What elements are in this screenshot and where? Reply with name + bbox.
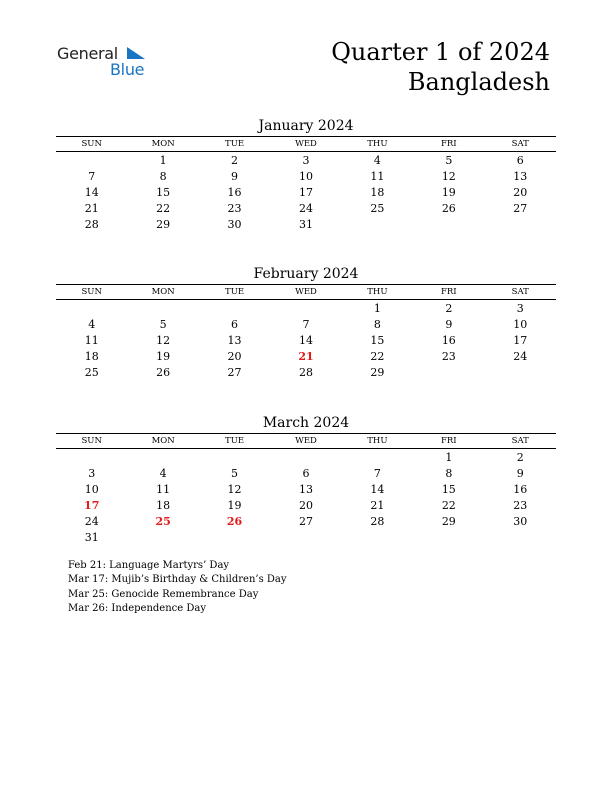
empty-day-cell (199, 300, 270, 317)
day-cell: 6 (302, 466, 310, 480)
day-cell: 26 (156, 365, 171, 379)
empty-day-cell (56, 152, 127, 169)
day-cell: 10 (298, 169, 313, 183)
week-row (56, 168, 556, 184)
day-cell: 21 (84, 201, 99, 215)
empty-day-cell (127, 529, 198, 545)
day-cell: 29 (370, 365, 385, 379)
month-calendar-january (56, 117, 556, 232)
empty-day-cell (127, 449, 198, 466)
calendar-grid (56, 284, 556, 380)
holiday-day-cell: 25 (155, 514, 171, 528)
holiday-note: Mar 17: Mujib’s Birthday & Children’s Day (68, 574, 287, 586)
week-row (56, 152, 556, 169)
day-cell: 31 (84, 530, 99, 544)
empty-day-cell (270, 529, 341, 545)
day-cell: 9 (445, 317, 453, 331)
logo-word-general: General (57, 44, 118, 63)
weekday-header: THU (342, 285, 413, 300)
empty-day-cell (485, 529, 556, 545)
day-cell: 22 (441, 498, 456, 512)
day-cell: 22 (370, 349, 385, 363)
day-cell: 3 (88, 466, 96, 480)
empty-day-cell (485, 216, 556, 232)
day-cell: 4 (159, 466, 167, 480)
week-row (56, 513, 556, 529)
day-cell: 30 (227, 217, 242, 231)
day-cell: 18 (156, 498, 171, 512)
week-row (56, 497, 556, 513)
day-cell: 27 (298, 514, 313, 528)
weekday-header: FRI (413, 137, 484, 152)
holiday-day-cell: 17 (84, 498, 100, 512)
empty-day-cell (342, 529, 413, 545)
day-cell: 20 (298, 498, 313, 512)
day-cell: 6 (516, 153, 524, 167)
day-cell: 1 (445, 450, 453, 464)
day-cell: 17 (513, 333, 528, 347)
week-row (56, 300, 556, 317)
weekday-header: MON (127, 137, 198, 152)
holiday-notes (68, 559, 287, 616)
month-calendar-march (56, 414, 556, 545)
empty-day-cell (485, 364, 556, 380)
week-row (56, 529, 556, 545)
empty-day-cell (342, 449, 413, 466)
day-cell: 10 (84, 482, 99, 496)
week-row (56, 449, 556, 466)
day-cell: 15 (441, 482, 456, 496)
weekday-header: SUN (56, 137, 127, 152)
week-row (56, 216, 556, 232)
day-cell: 13 (298, 482, 313, 496)
holiday-note: Mar 25: Genocide Remembrance Day (68, 588, 259, 600)
day-cell: 6 (231, 317, 239, 331)
day-cell: 1 (373, 301, 381, 315)
day-cell: 12 (227, 482, 242, 496)
empty-day-cell (199, 529, 270, 545)
day-cell: 9 (516, 466, 524, 480)
week-row (56, 364, 556, 380)
day-cell: 13 (513, 169, 528, 183)
day-cell: 13 (227, 333, 242, 347)
month-title: February 2024 (253, 266, 359, 282)
day-cell: 27 (227, 365, 242, 379)
day-cell: 16 (441, 333, 456, 347)
day-cell: 25 (84, 365, 99, 379)
logo-word-blue: Blue (110, 60, 145, 79)
page-title: Quarter 1 of 2024 (331, 38, 550, 66)
generalblue-logo (57, 44, 157, 80)
day-cell: 18 (370, 185, 385, 199)
day-cell: 9 (231, 169, 239, 183)
day-cell: 19 (441, 185, 456, 199)
week-row (56, 348, 556, 364)
weekday-header: SUN (56, 434, 127, 449)
weekday-header: FRI (413, 434, 484, 449)
empty-day-cell (413, 364, 484, 380)
weekday-header: SUN (56, 285, 127, 300)
day-cell: 12 (156, 333, 171, 347)
weekday-header: TUE (199, 285, 270, 300)
weekday-header: THU (342, 434, 413, 449)
day-cell: 17 (298, 185, 313, 199)
week-row (56, 200, 556, 216)
week-row (56, 481, 556, 497)
holiday-day-cell: 21 (298, 349, 314, 363)
month-title: January 2024 (258, 118, 354, 134)
calendar-grid (56, 136, 556, 232)
day-cell: 25 (370, 201, 385, 215)
day-cell: 4 (373, 153, 381, 167)
weekday-header: WED (270, 285, 341, 300)
day-cell: 24 (84, 514, 99, 528)
triangle-logo-mark-icon (125, 45, 147, 61)
day-cell: 5 (159, 317, 167, 331)
holiday-note: Mar 26: Independence Day (68, 602, 206, 614)
month-calendar-february (56, 265, 556, 380)
weekday-header: WED (270, 137, 341, 152)
day-cell: 1 (159, 153, 167, 167)
week-row (56, 316, 556, 332)
day-cell: 28 (84, 217, 99, 231)
day-cell: 24 (298, 201, 313, 215)
day-cell: 22 (156, 201, 171, 215)
holiday-note: Feb 21: Language Martyrs’ Day (68, 560, 230, 571)
day-cell: 14 (84, 185, 99, 199)
weekday-header: SAT (485, 434, 556, 449)
empty-day-cell (413, 529, 484, 545)
weekday-header: FRI (413, 285, 484, 300)
day-cell: 5 (445, 153, 453, 167)
day-cell: 27 (513, 201, 528, 215)
holiday-day-cell: 26 (226, 514, 243, 528)
day-cell: 3 (516, 301, 524, 315)
weekday-header: THU (342, 137, 413, 152)
day-cell: 3 (302, 153, 310, 167)
empty-day-cell (127, 300, 198, 317)
day-cell: 18 (84, 349, 99, 363)
day-cell: 15 (156, 185, 171, 199)
day-cell: 28 (370, 514, 385, 528)
day-cell: 14 (370, 482, 385, 496)
day-cell: 16 (227, 185, 242, 199)
week-row (56, 332, 556, 348)
week-row (56, 184, 556, 200)
weekday-header: TUE (199, 137, 270, 152)
day-cell: 2 (516, 450, 524, 464)
weekday-header: MON (127, 434, 198, 449)
weekday-header: MON (127, 285, 198, 300)
day-cell: 20 (227, 349, 242, 363)
day-cell: 28 (298, 365, 313, 379)
day-cell: 12 (441, 169, 456, 183)
day-cell: 31 (298, 217, 313, 231)
day-cell: 24 (513, 349, 528, 363)
empty-day-cell (413, 216, 484, 232)
empty-day-cell (56, 300, 127, 317)
day-cell: 7 (302, 317, 310, 331)
day-cell: 7 (373, 466, 381, 480)
empty-day-cell (342, 216, 413, 232)
day-cell: 20 (513, 185, 528, 199)
day-cell: 29 (441, 514, 456, 528)
day-cell: 19 (227, 498, 242, 512)
weekday-header: SAT (485, 137, 556, 152)
weekday-header: TUE (199, 434, 270, 449)
day-cell: 23 (441, 349, 456, 363)
day-cell: 2 (445, 301, 453, 315)
day-cell: 14 (298, 333, 313, 347)
day-cell: 15 (370, 333, 385, 347)
month-title: March 2024 (262, 415, 350, 431)
day-cell: 5 (231, 466, 239, 480)
country-name: Bangladesh (407, 68, 550, 96)
day-cell: 10 (513, 317, 528, 331)
day-cell: 4 (88, 317, 96, 331)
day-cell: 29 (156, 217, 171, 231)
day-cell: 8 (159, 169, 167, 183)
empty-day-cell (56, 449, 127, 466)
calendar-grid (56, 433, 556, 545)
day-cell: 23 (227, 201, 242, 215)
week-row (56, 465, 556, 481)
day-cell: 11 (370, 169, 385, 183)
day-cell: 2 (231, 153, 239, 167)
empty-day-cell (199, 449, 270, 466)
day-cell: 16 (513, 482, 528, 496)
day-cell: 8 (373, 317, 381, 331)
day-cell: 11 (84, 333, 99, 347)
page-header (331, 37, 550, 97)
weekday-header: WED (270, 434, 341, 449)
day-cell: 21 (370, 498, 385, 512)
day-cell: 11 (156, 482, 171, 496)
day-cell: 7 (88, 169, 96, 183)
empty-day-cell (270, 300, 341, 317)
day-cell: 8 (445, 466, 453, 480)
day-cell: 23 (513, 498, 528, 512)
day-cell: 19 (156, 349, 171, 363)
empty-day-cell (270, 449, 341, 466)
day-cell: 30 (513, 514, 528, 528)
weekday-header: SAT (485, 285, 556, 300)
day-cell: 26 (441, 201, 456, 215)
